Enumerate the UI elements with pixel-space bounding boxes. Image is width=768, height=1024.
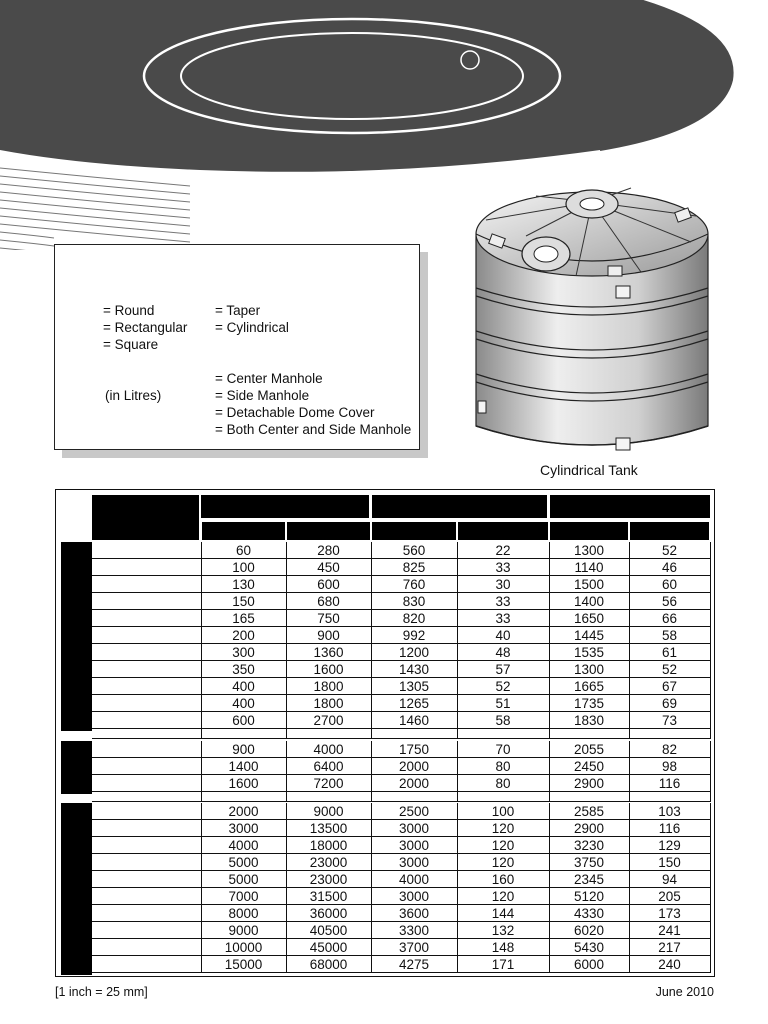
- column-divider: [549, 729, 550, 739]
- table-cell: 36000: [309, 906, 348, 921]
- unit-footnote: [1 inch = 25 mm]: [55, 985, 148, 999]
- column-divider: [629, 741, 630, 792]
- group-side-bar-0: [61, 542, 92, 731]
- column-divider: [629, 542, 630, 729]
- table-cell: 120: [491, 889, 515, 904]
- table-cell: 900: [317, 628, 340, 643]
- table-cell: 280: [317, 543, 340, 558]
- table-cell: 33: [495, 611, 511, 626]
- table-cell: 52: [661, 543, 678, 558]
- table-row: [92, 661, 710, 678]
- table-cell: 13500: [309, 821, 348, 836]
- table-cell: 48: [495, 645, 511, 660]
- table-cell: 116: [658, 821, 681, 836]
- table-cell: 241: [658, 923, 681, 938]
- column-divider: [457, 542, 458, 729]
- table-cell: 8000: [228, 906, 259, 921]
- table-cell: 1750: [398, 742, 430, 757]
- column-divider: [629, 729, 630, 739]
- table-cell: 58: [495, 713, 511, 728]
- table-cell: 144: [491, 906, 515, 921]
- legend-both-manhole: = Both Center and Side Manhole: [215, 422, 412, 437]
- table-cell: 9000: [228, 923, 259, 938]
- legend-cylindrical: = Cylindrical: [215, 320, 289, 335]
- table-cell: 30: [495, 577, 511, 592]
- column-divider: [710, 729, 711, 739]
- column-divider: [286, 542, 287, 729]
- table-cell: 1600: [228, 776, 259, 791]
- table-cell: 1300: [573, 662, 605, 677]
- table-row: [92, 837, 710, 854]
- table-header-group-0: [201, 495, 369, 518]
- column-divider: [371, 729, 372, 739]
- table-cell: 2000: [228, 804, 259, 819]
- table-cell: 33: [495, 560, 511, 575]
- table-cell: 1300: [573, 543, 605, 558]
- column-divider: [286, 741, 287, 792]
- table-cell: 130: [232, 577, 255, 592]
- table-cell: 1830: [573, 713, 605, 728]
- legend-center-manhole: = Center Manhole: [215, 371, 323, 386]
- table-cell: 400: [232, 679, 255, 694]
- table-cell: 1305: [398, 679, 430, 694]
- table-row: [92, 559, 710, 576]
- table-row: [92, 820, 710, 837]
- table-cell: 2055: [573, 742, 605, 757]
- legend-dome-cover: = Detachable Dome Cover: [215, 405, 375, 420]
- table-row: [92, 542, 710, 559]
- table-cell: 1445: [573, 628, 605, 643]
- table-cell: 6000: [573, 957, 605, 972]
- table-header-group-1: [372, 495, 547, 518]
- table-cell: 825: [402, 560, 426, 575]
- table-cell: 2450: [573, 759, 605, 774]
- table-cell: 45000: [309, 940, 348, 955]
- table-cell: 40500: [309, 923, 348, 938]
- table-cell: 60: [235, 543, 252, 558]
- table-cell: 46: [661, 560, 678, 575]
- table-cell: 67: [661, 679, 678, 694]
- table-subheader-5: [630, 522, 709, 540]
- column-divider: [457, 792, 458, 802]
- specification-table: [55, 489, 715, 977]
- column-divider: [201, 792, 202, 802]
- table-cell: 23000: [309, 872, 348, 887]
- table-row: [92, 678, 710, 695]
- table-cell: 57: [495, 662, 511, 677]
- table-cell: 1650: [573, 611, 605, 626]
- table-cell: 80: [495, 759, 511, 774]
- column-divider: [457, 741, 458, 792]
- table-row: [92, 956, 710, 973]
- table-cell: 5430: [573, 940, 605, 955]
- table-row: [92, 627, 710, 644]
- table-cell: 52: [661, 662, 678, 677]
- table-cell: 60: [661, 577, 678, 592]
- table-cell: 7200: [313, 776, 344, 791]
- table-cell: 2500: [398, 804, 430, 819]
- legend-box: [54, 244, 420, 450]
- table-cell: 129: [658, 838, 681, 853]
- table-cell: 2345: [573, 872, 605, 887]
- column-divider: [201, 803, 202, 973]
- table-cell: 2700: [313, 713, 344, 728]
- column-divider: [549, 803, 550, 973]
- table-cell: 52: [495, 679, 511, 694]
- column-divider: [286, 792, 287, 802]
- column-divider: [371, 803, 372, 973]
- column-divider: [286, 803, 287, 973]
- table-row: [92, 905, 710, 922]
- table-cell: 3600: [398, 906, 430, 921]
- table-cell: 300: [232, 645, 255, 660]
- table-cell: 103: [658, 804, 681, 819]
- group-side-bar-1: [61, 741, 92, 794]
- table-cell: 148: [491, 940, 515, 955]
- column-divider: [710, 803, 711, 973]
- column-divider: [457, 729, 458, 739]
- column-divider: [201, 542, 202, 729]
- table-cell: 173: [658, 906, 681, 921]
- legend-taper: = Taper: [215, 303, 261, 318]
- table-cell: 33: [495, 594, 511, 609]
- table-cell: 5000: [228, 855, 259, 870]
- table-cell: 3000: [398, 855, 430, 870]
- table-row: [92, 775, 710, 792]
- table-cell: 1600: [313, 662, 344, 677]
- table-cell: 10000: [224, 940, 263, 955]
- table-cell: 4000: [228, 838, 259, 853]
- column-divider: [710, 741, 711, 792]
- table-spacer-row: [92, 729, 710, 739]
- table-spacer-row: [92, 792, 710, 802]
- table-row: [92, 712, 710, 729]
- table-cell: 80: [495, 776, 511, 791]
- table-cell: 3230: [573, 838, 605, 853]
- table-cell: 73: [661, 713, 678, 728]
- table-cell: 171: [491, 957, 515, 972]
- column-divider: [201, 729, 202, 739]
- table-cell: 40: [495, 628, 511, 643]
- table-cell: 1665: [573, 679, 605, 694]
- table-cell: 150: [658, 855, 681, 870]
- group-side-bar-2: [61, 803, 92, 975]
- legend-side-manhole: = Side Manhole: [215, 388, 310, 403]
- table-cell: 31500: [309, 889, 348, 904]
- table-cell: 3300: [398, 923, 430, 938]
- table-cell: 350: [232, 662, 255, 677]
- table-cell: 51: [495, 696, 511, 711]
- decorative-stripes: [0, 168, 190, 250]
- table-row: [92, 922, 710, 939]
- table-cell: 830: [402, 594, 426, 609]
- table-cell: 680: [317, 594, 340, 609]
- cylindrical-tank-icon: [466, 176, 718, 456]
- table-cell: 1200: [398, 645, 430, 660]
- table-cell: 160: [491, 872, 515, 887]
- table-row: [92, 593, 710, 610]
- table-cell: 2900: [573, 776, 605, 791]
- table-cell: 132: [491, 923, 515, 938]
- legend-rectangular: = Rectangular: [103, 320, 188, 335]
- column-divider: [457, 803, 458, 973]
- table-cell: 1360: [313, 645, 344, 660]
- table-cell: 5120: [573, 889, 605, 904]
- table-cell: 3000: [398, 838, 430, 853]
- table-cell: 600: [317, 577, 340, 592]
- table-row: [92, 888, 710, 905]
- table-cell: 82: [661, 742, 678, 757]
- table-cell: 1535: [573, 645, 605, 660]
- table-cell: 70: [495, 742, 511, 757]
- table-row: [92, 576, 710, 593]
- table-cell: 15000: [224, 957, 263, 972]
- table-cell: 4330: [573, 906, 605, 921]
- column-divider: [371, 542, 372, 729]
- table-cell: 4000: [398, 872, 430, 887]
- legend-litres: (in Litres): [105, 388, 162, 403]
- table-cell: 94: [661, 872, 678, 887]
- table-cell: 165: [232, 611, 255, 626]
- table-cell: 98: [661, 759, 678, 774]
- table-cell: 1265: [398, 696, 430, 711]
- table-cell: 1430: [398, 662, 430, 677]
- column-divider: [710, 542, 711, 729]
- column-divider: [549, 792, 550, 802]
- table-row: [92, 939, 710, 956]
- table-cell: 69: [661, 696, 678, 711]
- table-cell: 992: [402, 628, 426, 643]
- table-cell: 750: [317, 611, 340, 626]
- table-cell: 6020: [573, 923, 605, 938]
- table-cell: 58: [661, 628, 678, 643]
- table-cell: 400: [232, 696, 255, 711]
- table-cell: 22: [495, 543, 511, 558]
- table-cell: 1800: [313, 696, 344, 711]
- document-date: June 2010: [655, 985, 714, 999]
- table-subheader-0: [202, 522, 285, 540]
- table-header-label-block: [92, 495, 199, 540]
- table-cell: 9000: [313, 804, 344, 819]
- table-cell: 560: [402, 543, 426, 558]
- column-divider: [201, 741, 202, 792]
- legend-round: = Round: [103, 303, 155, 318]
- table-cell: 120: [491, 821, 515, 836]
- table-cell: 150: [232, 594, 255, 609]
- table-cell: 820: [402, 611, 426, 626]
- table-subheader-2: [372, 522, 456, 540]
- table-cell: 120: [491, 855, 515, 870]
- tank-caption: Cylindrical Tank: [540, 462, 638, 478]
- table-cell: 5000: [228, 872, 259, 887]
- table-cell: 3750: [573, 855, 605, 870]
- table-row: [92, 803, 710, 820]
- table-cell: 2900: [573, 821, 605, 836]
- column-divider: [629, 803, 630, 973]
- table-cell: 2000: [398, 776, 430, 791]
- table-cell: 6400: [313, 759, 344, 774]
- table-row: [92, 871, 710, 888]
- table-cell: 1735: [573, 696, 605, 711]
- table-row: [92, 695, 710, 712]
- table-row: [92, 741, 710, 758]
- table-cell: 66: [661, 611, 678, 626]
- table-row: [92, 610, 710, 627]
- table-subheader-3: [458, 522, 548, 540]
- table-cell: 61: [661, 645, 678, 660]
- table-row: [92, 758, 710, 775]
- table-cell: 4275: [398, 957, 430, 972]
- table-cell: 760: [402, 577, 426, 592]
- table-cell: 200: [232, 628, 255, 643]
- column-divider: [371, 792, 372, 802]
- table-cell: 100: [232, 560, 255, 575]
- table-cell: 4000: [313, 742, 344, 757]
- table-cell: 1460: [398, 713, 430, 728]
- table-cell: 100: [491, 804, 515, 819]
- table-subheader-4: [550, 522, 628, 540]
- table-cell: 450: [317, 560, 340, 575]
- table-cell: 68000: [309, 957, 348, 972]
- table-cell: 600: [232, 713, 255, 728]
- column-divider: [710, 792, 711, 802]
- table-cell: 1400: [573, 594, 605, 609]
- table-cell: 3000: [398, 821, 430, 836]
- table-cell: 217: [658, 940, 681, 955]
- column-divider: [371, 741, 372, 792]
- table-row: [92, 644, 710, 661]
- table-cell: 7000: [228, 889, 259, 904]
- table-cell: 3700: [398, 940, 430, 955]
- column-divider: [549, 542, 550, 729]
- legend-square: = Square: [103, 337, 159, 352]
- table-cell: 900: [232, 742, 255, 757]
- table-subheader-1: [287, 522, 370, 540]
- table-cell: 240: [658, 957, 681, 972]
- table-cell: 116: [658, 776, 681, 791]
- table-cell: 3000: [398, 889, 430, 904]
- table-cell: 56: [661, 594, 678, 609]
- table-cell: 23000: [309, 855, 348, 870]
- table-cell: 2585: [573, 804, 605, 819]
- column-divider: [286, 729, 287, 739]
- table-cell: 1500: [573, 577, 605, 592]
- table-cell: 120: [491, 838, 515, 853]
- table-cell: 1400: [228, 759, 259, 774]
- table-row: [92, 854, 710, 871]
- table-cell: 18000: [309, 838, 348, 853]
- column-divider: [629, 792, 630, 802]
- table-cell: 1800: [313, 679, 344, 694]
- table-cell: 2000: [398, 759, 430, 774]
- table-cell: 3000: [228, 821, 259, 836]
- table-cell: 205: [658, 889, 681, 904]
- table-header-group-2: [550, 495, 710, 518]
- column-divider: [549, 741, 550, 792]
- table-cell: 1140: [574, 560, 604, 575]
